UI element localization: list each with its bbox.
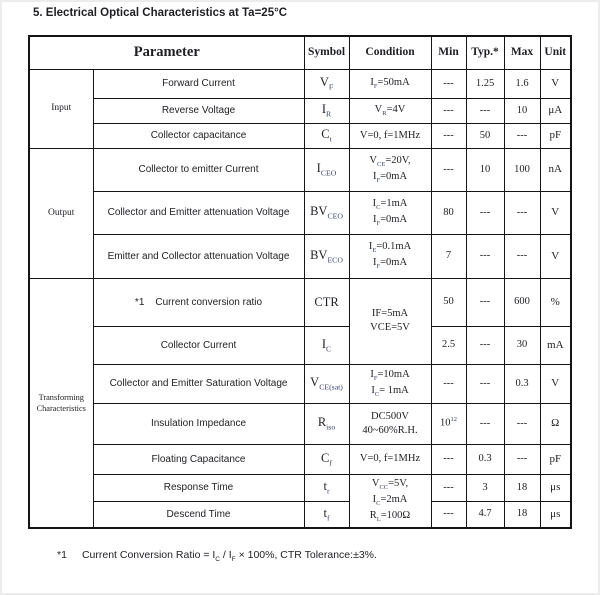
- min-cell: $10^{12}$: [431, 403, 466, 444]
- max-cell: 18: [504, 474, 540, 501]
- table-row: [29, 326, 571, 364]
- param-cell: Collector capacitance: [93, 123, 304, 148]
- characteristics-table: [28, 35, 572, 529]
- max-cell: ---: [504, 191, 540, 234]
- table-body: [29, 69, 571, 528]
- symbol-cell: $t_r$: [304, 474, 349, 501]
- min-cell: 80: [431, 191, 466, 234]
- max-cell: 100: [504, 148, 540, 191]
- param-cell: Collector and Emitter Saturation Voltage: [93, 364, 304, 403]
- param-cell: Collector Current: [93, 326, 304, 364]
- min-cell: ---: [431, 98, 466, 123]
- condition-cell: $I_F=10mA$ $I_C= 1mA$: [349, 364, 431, 403]
- condition-cell: $V_R=4V$: [349, 98, 431, 123]
- param-cell: Forward Current: [93, 69, 304, 98]
- symbol-cell: $C_f$: [304, 444, 349, 474]
- symbol-cell: $I_{CEO}$: [304, 148, 349, 191]
- symbol-cell: $BV_{CEO}$: [304, 191, 349, 234]
- condition-cell: $I_C=1mA$ $I_F=0mA$: [349, 191, 431, 234]
- unit-cell: V: [540, 234, 571, 278]
- condition-cell: $I_E=0.1mA$ $I_F=0mA$: [349, 234, 431, 278]
- min-cell: 7: [431, 234, 466, 278]
- header-symbol: Symbol: [304, 36, 349, 69]
- unit-cell: pF: [540, 123, 571, 148]
- unit-cell: V: [540, 69, 571, 98]
- min-cell: ---: [431, 364, 466, 403]
- symbol-cell: CTR: [304, 278, 349, 326]
- max-cell: 1.6: [504, 69, 540, 98]
- table-row: [29, 98, 571, 123]
- table-row: [29, 403, 571, 444]
- param-cell: Floating Capacitance: [93, 444, 304, 474]
- table-row: [29, 234, 571, 278]
- symbol-cell: $R_{iso}$: [304, 403, 349, 444]
- note-ref: *1: [134, 296, 145, 308]
- typ-cell: ---: [466, 191, 504, 234]
- typ-cell: 50: [466, 123, 504, 148]
- condition-cell: IF=5mA VCE=5V: [349, 278, 431, 364]
- unit-cell: pF: [540, 444, 571, 474]
- min-cell: ---: [431, 474, 466, 501]
- symbol-cell: $t_f$: [304, 501, 349, 528]
- param-cell: Collector and Emitter attenuation Voltage: [93, 191, 304, 234]
- condition-cell: V=0, f=1MHz: [349, 444, 431, 474]
- typ-cell: ---: [466, 234, 504, 278]
- symbol-cell: $V_F$: [304, 69, 349, 98]
- symbol-cell: $I_R$: [304, 98, 349, 123]
- group-cell-input: Input: [29, 69, 93, 148]
- max-cell: ---: [504, 234, 540, 278]
- min-cell: 2.5: [431, 326, 466, 364]
- symbol-cell: $BV_{ECO}$: [304, 234, 349, 278]
- typ-cell: 10: [466, 148, 504, 191]
- max-cell: 0.3: [504, 364, 540, 403]
- typ-cell: 1.25: [466, 69, 504, 98]
- typ-cell: ---: [466, 364, 504, 403]
- table-row: [29, 444, 571, 474]
- symbol-cell: $C_t$: [304, 123, 349, 148]
- page-title: 5. Electrical Optical Characteristics at Ta=25°C: [33, 7, 287, 19]
- table-row: [29, 364, 571, 403]
- max-cell: ---: [504, 444, 540, 474]
- table-header-row: [29, 36, 571, 69]
- typ-cell: 3: [466, 474, 504, 501]
- header-condition: Condition: [349, 36, 431, 69]
- table-row: [29, 501, 571, 528]
- param-cell: Response Time: [93, 474, 304, 501]
- footnote-text: Current Conversion Ratio = $I_C / I_F \times 100\%$, CTR Tolerance:±3%.: [81, 549, 377, 564]
- param-cell: Reverse Voltage: [93, 98, 304, 123]
- unit-cell: Ω: [540, 403, 571, 444]
- typ-cell: ---: [466, 98, 504, 123]
- header-typ: Typ.*: [466, 36, 504, 69]
- typ-cell: 4.7: [466, 501, 504, 528]
- min-cell: ---: [431, 69, 466, 98]
- condition-cell: DC500V 40~60%R.H.: [349, 403, 431, 444]
- typ-cell: ---: [466, 326, 504, 364]
- min-cell: ---: [431, 444, 466, 474]
- param-cell: *1 Current conversion ratio: [93, 278, 304, 326]
- table-row: [29, 123, 571, 148]
- header-max: Max: [504, 36, 540, 69]
- max-cell: 18: [504, 501, 540, 528]
- table-row: [29, 69, 571, 98]
- table-row: [29, 191, 571, 234]
- footnote: [57, 549, 377, 563]
- header-unit: Unit: [540, 36, 571, 69]
- max-cell: ---: [504, 123, 540, 148]
- group-cell-transforming: Transforming Characteristics: [29, 278, 93, 528]
- unit-cell: V: [540, 364, 571, 403]
- typ-cell: ---: [466, 403, 504, 444]
- unit-cell: μs: [540, 501, 571, 528]
- symbol-cell: $V_{CE(sat)}$: [304, 364, 349, 403]
- param-cell: Emitter and Collector attenuation Voltage: [93, 234, 304, 278]
- min-cell: ---: [431, 501, 466, 528]
- max-cell: 600: [504, 278, 540, 326]
- table-row: [29, 148, 571, 191]
- unit-cell: μs: [540, 474, 571, 501]
- condition-cell: V=0, f=1MHz: [349, 123, 431, 148]
- max-cell: ---: [504, 403, 540, 444]
- table-row: [29, 474, 571, 501]
- condition-cell: $V_{CE}=20V$, $I_F=0mA$: [349, 148, 431, 191]
- table-row: [29, 278, 571, 326]
- param-cell: Descend Time: [93, 501, 304, 528]
- max-cell: 10: [504, 98, 540, 123]
- condition-cell: $I_F=50mA$: [349, 69, 431, 98]
- unit-cell: V: [540, 191, 571, 234]
- unit-cell: nA: [540, 148, 571, 191]
- min-cell: 50: [431, 278, 466, 326]
- symbol-cell: $I_C$: [304, 326, 349, 364]
- condition-cell: $V_{CC}=5V$, $I_C=2mA$ $R_L=100\Omega$: [349, 474, 431, 528]
- max-cell: 30: [504, 326, 540, 364]
- typ-cell: 0.3: [466, 444, 504, 474]
- header-min: Min: [431, 36, 466, 69]
- typ-cell: ---: [466, 278, 504, 326]
- unit-cell: mA: [540, 326, 571, 364]
- group-cell-output: Output: [29, 148, 93, 278]
- unit-cell: μA: [540, 98, 571, 123]
- param-cell: Insulation Impedance: [93, 403, 304, 444]
- header-parameter: Parameter: [29, 36, 304, 69]
- param-cell: Collector to emitter Current: [93, 148, 304, 191]
- min-cell: ---: [431, 148, 466, 191]
- unit-cell: %: [540, 278, 571, 326]
- footnote-ref: *1: [57, 549, 67, 561]
- min-cell: ---: [431, 123, 466, 148]
